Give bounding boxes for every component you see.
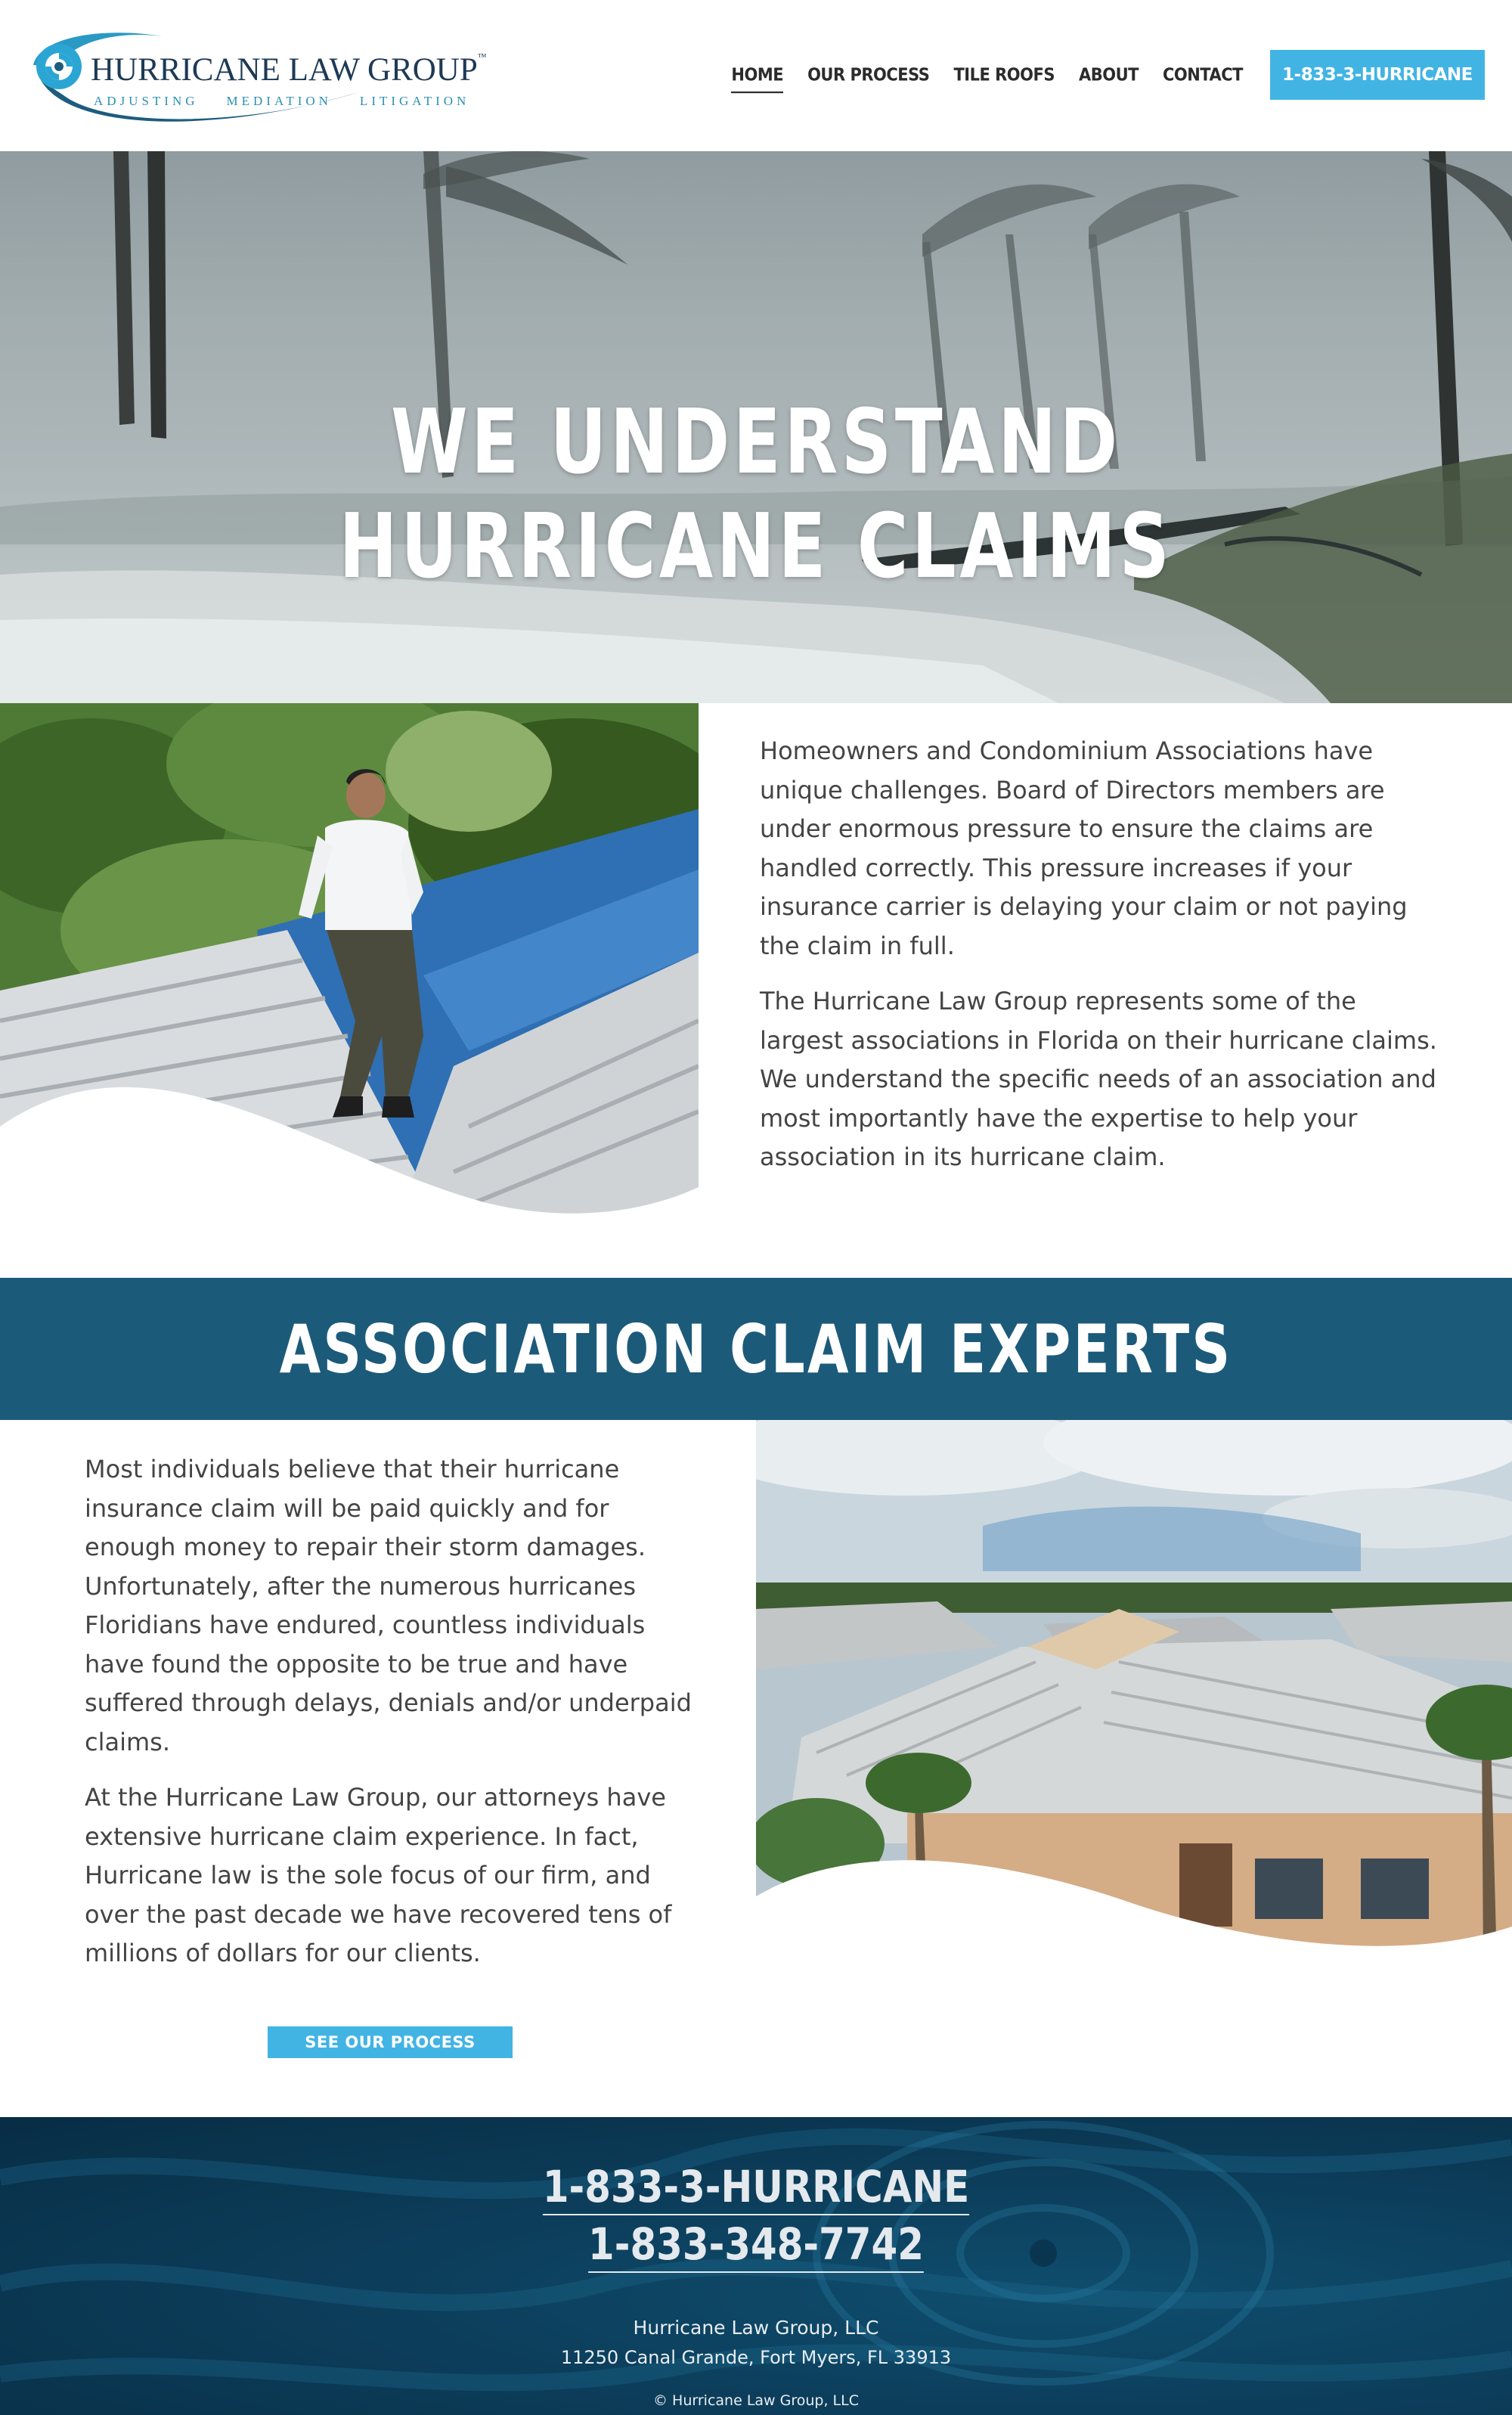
nav-contact[interactable]: CONTACT <box>1162 64 1243 85</box>
experts-paragraph-1: Most individuals believe that their hurricane insurance claim will be paid quickly and for enough money to repair their storm damages. Unfortunately, after the numerous hurricanes Floridians have endured, countless individuals have found the opposite to be true and have suffered through delays, denials and/or underpaid claims. <box>85 1455 692 1756</box>
intro-paragraph-2: The Hurricane Law Group represents some of the largest associations in Florida on their hurricane claims. We understand the specific needs of an association and most importantly have the expertise to help your association in its hurricane claim. <box>760 987 1437 1171</box>
site-header <box>0 0 1512 151</box>
wave-divider <box>0 703 699 1232</box>
site-logo[interactable] <box>26 20 487 126</box>
footer-numeric-phone[interactable]: 1-833-348-7742 <box>106 2218 1406 2270</box>
logo-tagline: ADJUSTING MEDIATION LITIGATION <box>94 94 470 108</box>
banner-title: ASSOCIATION CLAIM EXPERTS <box>279 1310 1233 1388</box>
footer-copyright: © Hurricane Law Group, LLC <box>653 2392 859 2409</box>
experts-text <box>85 1450 705 1990</box>
hero-title: WE UNDERSTAND HURRICANE CLAIMS <box>339 389 1173 598</box>
footer-company-name: Hurricane Law Group, LLC <box>633 2317 879 2339</box>
condo-rooftops-photo <box>756 1420 1512 1987</box>
association-banner <box>0 1278 1512 1420</box>
header-phone-button[interactable]: 1-833-3-HURRICANE <box>1270 50 1485 100</box>
site-footer <box>0 2117 1512 2415</box>
wave-divider-2 <box>756 1420 1512 1987</box>
intro-paragraph-1: Homeowners and Condominium Associations have unique challenges. Board of Directors members are under enormous pressure to ensure the claims are handled correctly. This pressure increases if your insurance carrier is delaying your claim or not paying the claim in full. <box>760 736 1408 960</box>
roof-inspector-photo <box>0 703 699 1232</box>
footer-vanity-phone[interactable]: 1-833-3-HURRICANE <box>106 2161 1406 2212</box>
footer-address: 11250 Canal Grande, Fort Myers, FL 33913 <box>560 2347 952 2368</box>
nav-home[interactable]: HOME <box>731 58 783 91</box>
see-our-process-button[interactable]: SEE OUR PROCESS <box>268 2026 513 2058</box>
intro-text <box>760 732 1440 1194</box>
nav-tile-roofs[interactable]: TILE ROOFS <box>953 64 1055 85</box>
logo-name: HURRICANE LAW GROUP™ <box>91 51 487 88</box>
main-nav <box>731 50 1485 100</box>
experts-paragraph-2: At the Hurricane Law Group, our attorneys have extensive hurricane claim experience. In fact, Hurricane law is the sole focus of our firm, and over the past decade we have recovered tens of millions of dollars for our clients. <box>85 1783 672 1967</box>
hero-banner <box>0 151 1512 703</box>
nav-about[interactable]: ABOUT <box>1078 64 1139 85</box>
nav-our-process[interactable]: OUR PROCESS <box>807 64 930 85</box>
